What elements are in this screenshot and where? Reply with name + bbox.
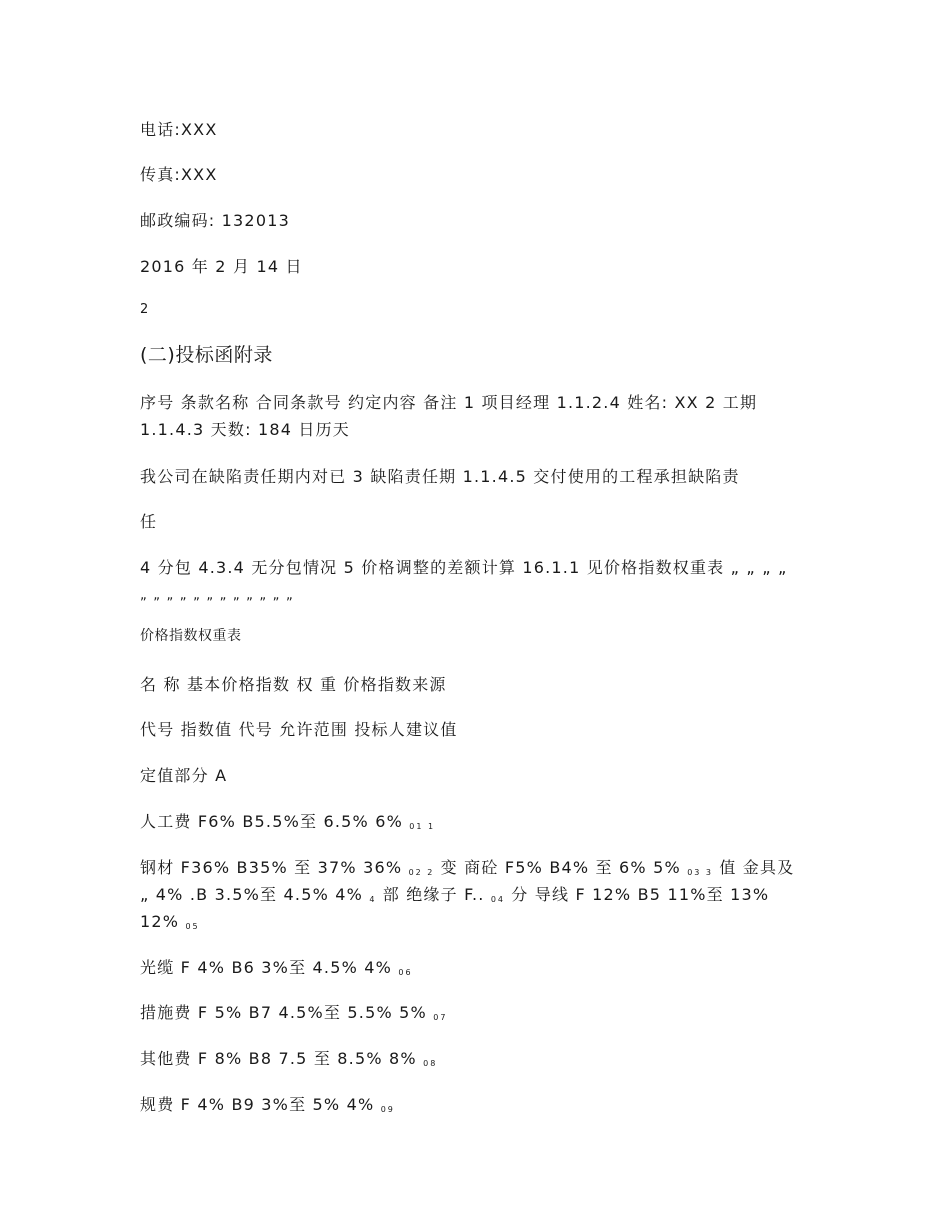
conductor-value-text: 12% [140,912,180,931]
measures-row [140,999,820,1029]
concrete-subscript: 03 3 [687,868,714,877]
date-line: 2016 年 2 月 14 日 [140,257,303,276]
labor-text: 人工费 F6% B5.5%至 6.5% 6% [140,812,403,831]
fixed-part-row: 定值部分 A [140,766,228,785]
cable-text: 光缆 F 4% B6 3%至 4.5% 4% [140,958,393,977]
insulator-subscript: 04 [490,895,505,904]
appendix-row-2-continued: 任 [140,512,158,531]
measures-text: 措施费 F 5% B7 4.5%至 5.5% 5% [140,1003,427,1022]
cable-row [140,954,820,984]
conductor-subscript: 05 [185,922,200,931]
conductor-text: 分 导线 F 12% B5 11%至 13% [511,885,770,904]
insulator-text: 部 绝缘子 F.. [382,885,485,904]
table-header-2: 代号 指数值 代号 允许范围 投标人建议值 [140,720,458,739]
fittings-subscript: 4 [369,895,377,904]
postcode-line: 邮政编码: 132013 [140,211,290,230]
cable-subscript: 06 [398,968,413,977]
other-fees-text: 其他费 F 8% B8 7.5 至 8.5% 8% [140,1049,417,1068]
steel-subscript: 02 2 [408,868,435,877]
page-number: 2 [140,302,150,317]
variable-row-2 [140,881,820,911]
labor-row [140,808,820,838]
concrete-text: 变 商砼 F5% B4% 至 6% 5% [440,858,681,877]
labor-subscript: 01 1 [409,822,436,831]
appendix-row-3-marks: „ „ „ „ „ „ „ „ „ „ „ „ [140,588,294,603]
fax-line: 传真:XXX [140,165,218,184]
other-fees-row [140,1045,820,1075]
phone-line: 电话:XXX [140,120,218,139]
measures-subscript: 07 [433,1013,448,1022]
fittings-text: 值 金具及 [719,858,795,877]
regulatory-fees-text: 规费 F 4% B9 3%至 5% 4% [140,1095,375,1114]
appendix-row-2: 我公司在缺陷责任期内对已 3 缺陷责任期 1.1.4.5 交付使用的工程承担缺陷责 [140,467,740,486]
table-title: 价格指数权重表 [140,628,242,644]
fittings-value-text: „ 4% .B 3.5%至 4.5% 4% [140,885,364,904]
table-header-1: 名 称 基本价格指数 权 重 价格指数来源 [140,675,447,694]
variable-row-3 [140,908,820,938]
regulatory-fees-row [140,1091,820,1121]
other-fees-subscript: 08 [423,1059,438,1068]
appendix-row-1: 序号 条款名称 合同条款号 约定内容 备注 1 项目经理 1.1.2.4 姓名: XX 2 工期 1.1.4.3 天数: 184 日历天 [140,393,758,439]
steel-text: 钢材 F36% B35% 至 37% 36% [140,858,403,877]
variable-row-1 [140,854,820,884]
regulatory-fees-subscript: 09 [380,1105,395,1114]
appendix-row-3: 4 分包 4.3.4 无分包情况 5 价格调整的差额计算 16.1.1 见价格指数权重表 „ „ „ „ [140,558,788,577]
section-title: (二)投标函附录 [140,344,273,366]
